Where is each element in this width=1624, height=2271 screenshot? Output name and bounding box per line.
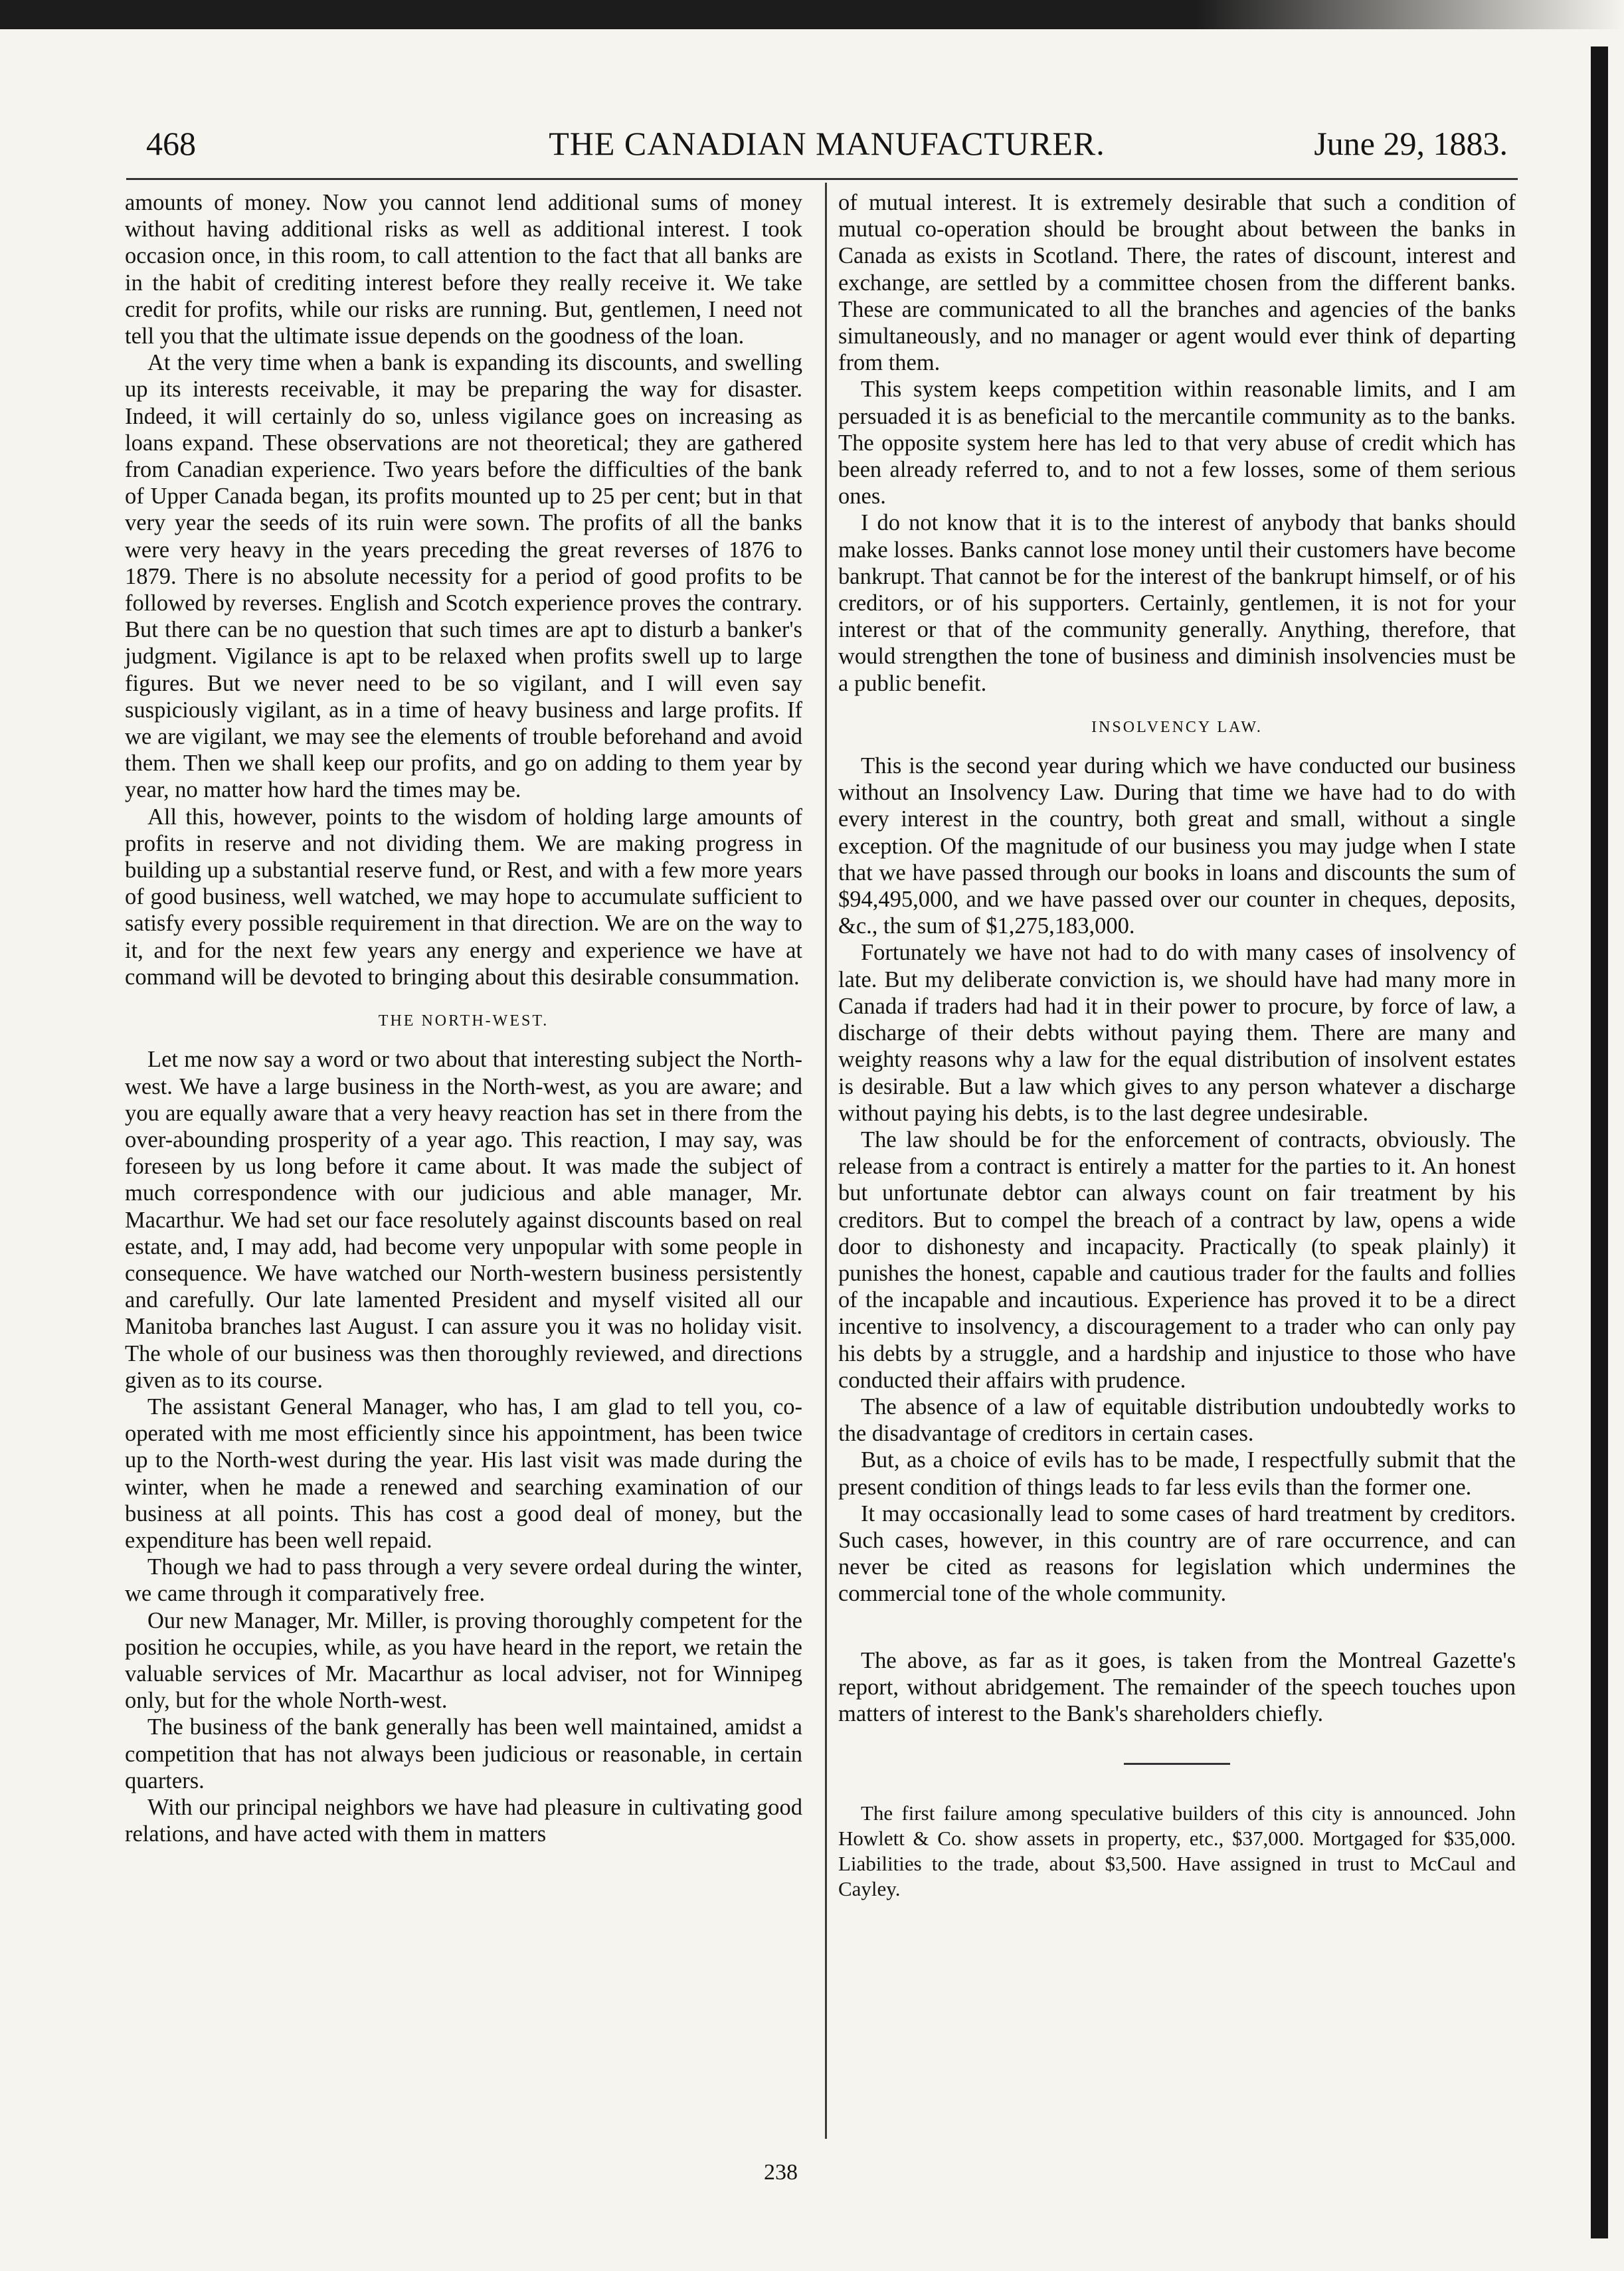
header-rule	[126, 178, 1518, 180]
issue-date: June 29, 1883.	[1314, 125, 1508, 162]
paragraph: It may occasionally lead to some cases of hard treatment by creditors. Such cases, however, in this country are of rare occurrence, and can never be cited as reasons for legislation which undermines the commercial tone of the whole community.	[838, 1500, 1516, 1607]
paragraph: Fortunately we have not had to do with many cases of insolvency of late. But my deliberate conviction is, we should have had many more in Canada if traders had had it in their power to procure, by force of law, a discharge of their debts without paying them. There are many and weighty reasons why a law for the equal distribution of insolvent estates is desirable. But a law which gives to any person whatever a discharge without paying his debts, is to the last degree undesirable.	[838, 940, 1516, 1126]
folio-number: 238	[764, 2160, 798, 2185]
paragraph: All this, however, points to the wisdom of holding large amounts of profits in reserve and not dividing them. We are making progress in building up a substantial reserve fund, or Rest, and with a few more years of good business, well watched, we may hope to accumulate sufficient to satisfy every possible requirement in that direction. We are on the way to it, and for the next few years any energy and experience we have at command will be devoted to bringing about this desirable consummation.	[125, 804, 802, 990]
paragraph: This system keeps competition within reasonable limits, and I am persuaded it is as beneficial to the mercantile community as to the banks. The opposite system here has led to that very abuse of credit which has been already referred to, and to not a few losses, some of them serious ones.	[838, 377, 1516, 509]
paragraph: But, as a choice of evils has to be made, I respectfully submit that the present condition of things leads to far less evils than the former one.	[838, 1447, 1516, 1500]
running-header	[146, 117, 1508, 170]
paragraph: The business of the bank generally has been well maintained, amidst a competition that has not always been judicious or reasonable, in certain quarters.	[125, 1714, 802, 1793]
paragraph: I do not know that it is to the interest of anybody that banks should make losses. Banks cannot lose money until their customers have become bankrupt. That cannot be for the interest of the bankrupt himself, or of his creditors, or of his supporters. Certainly, gentlemen, it is not for your interest or that of the community generally. Anything, therefore, that would strengthen the tone of business and diminish insolvencies must be a public benefit.	[838, 510, 1516, 696]
section-heading-north-west: THE NORTH-WEST.	[378, 1012, 549, 1030]
journal-title: THE CANADIAN MANUFACTURER.	[549, 125, 1105, 162]
spacer	[838, 1607, 1516, 1647]
paragraph: The absence of a law of equitable distribution undoubtedly works to the disadvantage of creditors in certain cases.	[838, 1394, 1516, 1447]
paragraph: Our new Manager, Mr. Miller, is proving thoroughly competent for the position he occupies, while, as you have heard in the report, we retain the valuable services of Mr. Macarthur as local adviser, not for Winnipeg only, but for the whole North-west.	[125, 1607, 802, 1714]
top-border-fade	[1196, 0, 1624, 29]
section-separator-rule	[1124, 1763, 1230, 1765]
editorial-note: The above, as far as it goes, is taken from the Montreal Gazette's report, without abridgement. The remainder of the speech touches upon matters of interest to the Bank's shareholders chiefly.	[838, 1647, 1516, 1726]
paragraph: With our principal neighbors we have had pleasure in cultivating good relations, and have acted with them in matters	[125, 1794, 802, 1847]
page-edge-shadow	[1591, 46, 1608, 2238]
paragraph: Let me now say a word or two about that interesting subject the North-west. We have a large business in the North-west, as you are aware; and you are equally aware that a very heavy reaction has set in there from the over-abounding prosperity of a year ago. This reaction, I may say, was foreseen by us long before it came about. It was made the subject of much correspondence with our judicious and able manager, Mr. Macarthur. We had set our face resolutely against discounts based on real estate, and, I may add, had become very unpopular with some people in consequence. We have watched our North-western business persistently and carefully. Our late lamented President and myself visited all our Manitoba branches last August. I can assure you it was no holiday visit. The whole of our business was then thoroughly reviewed, and directions given as to its course.	[125, 1047, 802, 1393]
paragraph: Though we had to pass through a very severe ordeal during the winter, we came through it comparatively free.	[125, 1554, 802, 1607]
paragraph: The law should be for the enforcement of contracts, obviously. The release from a contract is entirely a matter for the parties to it. An honest but unfortunate debtor can always count on fair treatment by his creditors. But to compel the breach of a contract by law, opens a wide door to dishonesty and incapacity. Practically (to speak plainly) it punishes the honest, capable and cautious trader for the faults and follies of the incapable and incautious. Experience has proved it to be a direct incentive to insolvency, a discouragement to a trader who can only pay his debts by a struggle, and a hardship and injustice to those who have conducted their affairs with prudence.	[838, 1127, 1516, 1393]
paragraph: This is the second year during which we have conducted our business without an Insolvency Law. During that time we have had to do with every interest in the country, both great and small, without a single exception. Of the magnitude of our business you may judge when I state that we have passed through our books in loans and discounts the sum of $94,495,000, and we have passed over our counter in cheques, deposits, &c., the sum of $1,275,183,000.	[838, 753, 1516, 939]
page-number: 468	[146, 125, 196, 162]
paragraph: amounts of money. Now you cannot lend additional sums of money without having additional risks as well as additional interest. I took occasion once, in this room, to call attention to the fact that all banks are in the habit of crediting interest before they really receive it. We take credit for profits, while our risks are running. But, gentlemen, I need not tell you that the ultimate issue depends on the goodness of the loan.	[125, 190, 802, 349]
news-item: The first failure among speculative builders of this city is announced. John Howlett & Co. show assets in property, etc., $37,000. Mortgaged for $35,000. Liabilities to the trade, about $3,500. Have assigned in trust to McCaul and Cayley.	[838, 1801, 1516, 1901]
paragraph: The assistant General Manager, who has, I am glad to tell you, co-operated with me most efficiently since his appointment, has been twice up to the North-west during the year. His last visit was made during the winter, when he made a renewed and searching examination of our business at all points. This has cost a good deal of money, but the expenditure has been well repaid.	[125, 1394, 802, 1553]
column-divider	[825, 183, 827, 2139]
right-column	[838, 189, 1516, 1902]
paragraph: At the very time when a bank is expanding its discounts, and swelling up its interests receivable, it may be preparing the way for disaster. Indeed, it will certainly do so, unless vigilance goes on increasing as loans expand. These observations are not theoretical; they are gathered from Canadian experience. Two years before the difficulties of the bank of Upper Canada began, its profits mounted up to 25 per cent; but in that very year the seeds of its ruin were sown. The profits of all the banks were very heavy in the years preceding the great reverses of 1876 to 1879. There is no absolute necessity for a period of good profits to be followed by reverses. English and Scotch experience proves the contrary. But there can be no question that such times are apt to disturb a banker's judgment. Vigilance is apt to be relaxed when profits swell up to large figures. But we never need to be so vigilant, and I will even say suspiciously vigilant, as in a time of heavy business and large profits. If we are vigilant, we may see the elements of trouble beforehand and avoid them. Then we shall keep our profits, and go on adding to them year by year, no matter how hard the times may be.	[125, 350, 802, 803]
section-heading-insolvency-law: INSOLVENCY LAW.	[1091, 718, 1263, 736]
left-column	[125, 189, 802, 1847]
paragraph: of mutual interest. It is extremely desirable that such a condition of mutual co-operation should be brought about between the banks in Canada as exists in Scotland. There, the rates of discount, interest and exchange, are settled by a committee chosen from the different banks. These are communicated to all the branches and agencies of the banks simultaneously, and no manager or agent would ever think of departing from them.	[838, 190, 1516, 376]
